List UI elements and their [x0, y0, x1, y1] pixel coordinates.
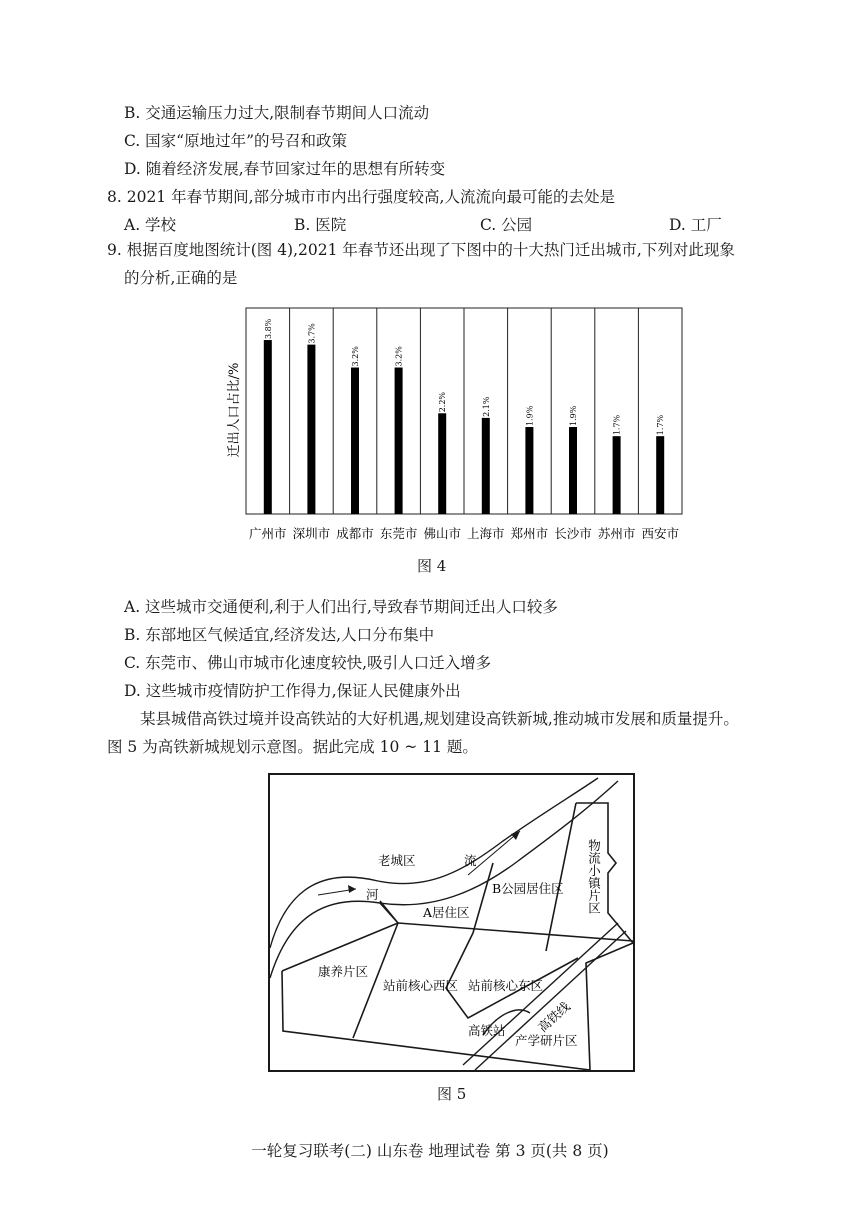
q8-stem: 8. 2021 年春节期间,部分城市市内出行强度较高,人流流向最可能的去处是 [107, 188, 615, 206]
figure-4-caption: 图 4 [417, 557, 447, 575]
chart-bar [569, 427, 577, 514]
chart-value-label: 3.7% [307, 323, 317, 344]
passage-line1: 某县城借高铁过境并设高铁站的大好机遇,规划建设高铁新城,推动城市发展和质量提升。 [140, 710, 739, 728]
chart-value-label: 2.1% [481, 396, 491, 417]
q7-option-b: B. 交通运输压力过大,限制春节期间人口流动 [124, 104, 430, 122]
figure-5-caption: 图 5 [437, 1085, 467, 1103]
chart-category-label: 东莞市 [379, 526, 418, 541]
chart-bar [613, 436, 621, 514]
page-footer: 一轮复习联考(二) 山东卷 地理试卷 第 3 页(共 8 页) [251, 1142, 609, 1160]
label-river-char-he: 河 [366, 887, 379, 902]
chart-bar [395, 368, 403, 514]
chart-category-label: 西安市 [641, 526, 679, 541]
chart-category-label: 深圳市 [292, 526, 331, 541]
q8-option-a: A. 学校 [124, 216, 177, 234]
q7-option-c: C. 国家“原地过年”的号召和政策 [124, 132, 348, 150]
label-health-zone: 康养片区 [318, 964, 369, 979]
label-b-park-residential: B公园居住区 [492, 881, 564, 896]
label-industry-research: 产学研片区 [515, 1033, 578, 1048]
figure-4-bar-chart [220, 300, 700, 550]
chart-value-label: 1.9% [569, 405, 578, 427]
map-frame [269, 774, 634, 1071]
chart-bar [264, 340, 272, 514]
q9-stem-line1: 9. 根据百度地图统计(图 4),2021 年春节还出现了下图中的十大热门迁出城市,下列对此现象 [107, 241, 735, 259]
chart-value-label: 1.9% [525, 405, 535, 427]
q8-options [124, 213, 744, 235]
chart-bar [438, 413, 446, 514]
chart-value-label: 3.2% [394, 346, 404, 367]
label-hsr-line: 高铁线 [534, 998, 573, 1036]
chart-category-label: 广州市 [249, 526, 287, 541]
chart-category-label: 成都市 [336, 526, 374, 541]
q7-option-d: D. 随着经济发展,春节回家过年的思想有所转变 [124, 160, 446, 178]
chart-value-label: 3.8% [263, 318, 273, 340]
label-logistics-town: 物流小镇片区 [586, 839, 602, 914]
label-a-residential: A居住区 [423, 905, 470, 920]
chart-bar [525, 427, 533, 514]
chart-category-label: 佛山市 [423, 526, 461, 541]
chart-category-label: 郑州市 [510, 526, 549, 541]
q9-option-b: B. 东部地区气候适宜,经济发达,人口分布集中 [124, 626, 435, 644]
chart-value-label: 3.2% [351, 346, 360, 367]
q9-stem-line2: 的分析,正确的是 [124, 269, 238, 287]
figure-5-planning-map [268, 773, 635, 1073]
chart-category-label: 长沙市 [554, 526, 592, 541]
chart-category-label: 上海市 [467, 526, 505, 541]
passage-line2: 图 5 为高铁新城规划示意图。据此完成 10 ~ 11 题。 [107, 738, 478, 756]
label-core-west: 站前核心西区 [383, 978, 459, 993]
label-river-char-liu: 流 [464, 853, 477, 868]
q9-option-c: C. 东莞市、佛山市城市化速度较快,吸引人口迁入增多 [124, 654, 492, 672]
q9-option-d: D. 这些城市疫情防护工作得力,保证人民健康外出 [124, 682, 461, 700]
q8-option-d: D. 工厂 [669, 216, 722, 234]
q8-option-b: B. 医院 [294, 216, 347, 234]
q9-option-a: A. 这些城市交通便利,利于人们出行,导致春节期间迁出人口较多 [124, 598, 558, 616]
chart-value-label: 2.2% [438, 391, 448, 413]
label-core-east: 站前核心东区 [468, 978, 544, 993]
chart-y-axis-label: 迁出人口占比/% [227, 362, 242, 458]
chart-bar [351, 368, 359, 514]
chart-bar [482, 418, 490, 514]
q8-option-c: C. 公园 [480, 216, 533, 234]
label-old-city: 老城区 [378, 853, 416, 868]
chart-value-label: 1.7% [612, 414, 622, 436]
chart-bar [307, 345, 315, 514]
chart-value-label: 1.7% [656, 414, 666, 436]
label-hsr-station: 高铁站 [468, 1023, 506, 1038]
chart-bar [656, 436, 664, 514]
chart-category-label: 苏州市 [597, 526, 636, 541]
